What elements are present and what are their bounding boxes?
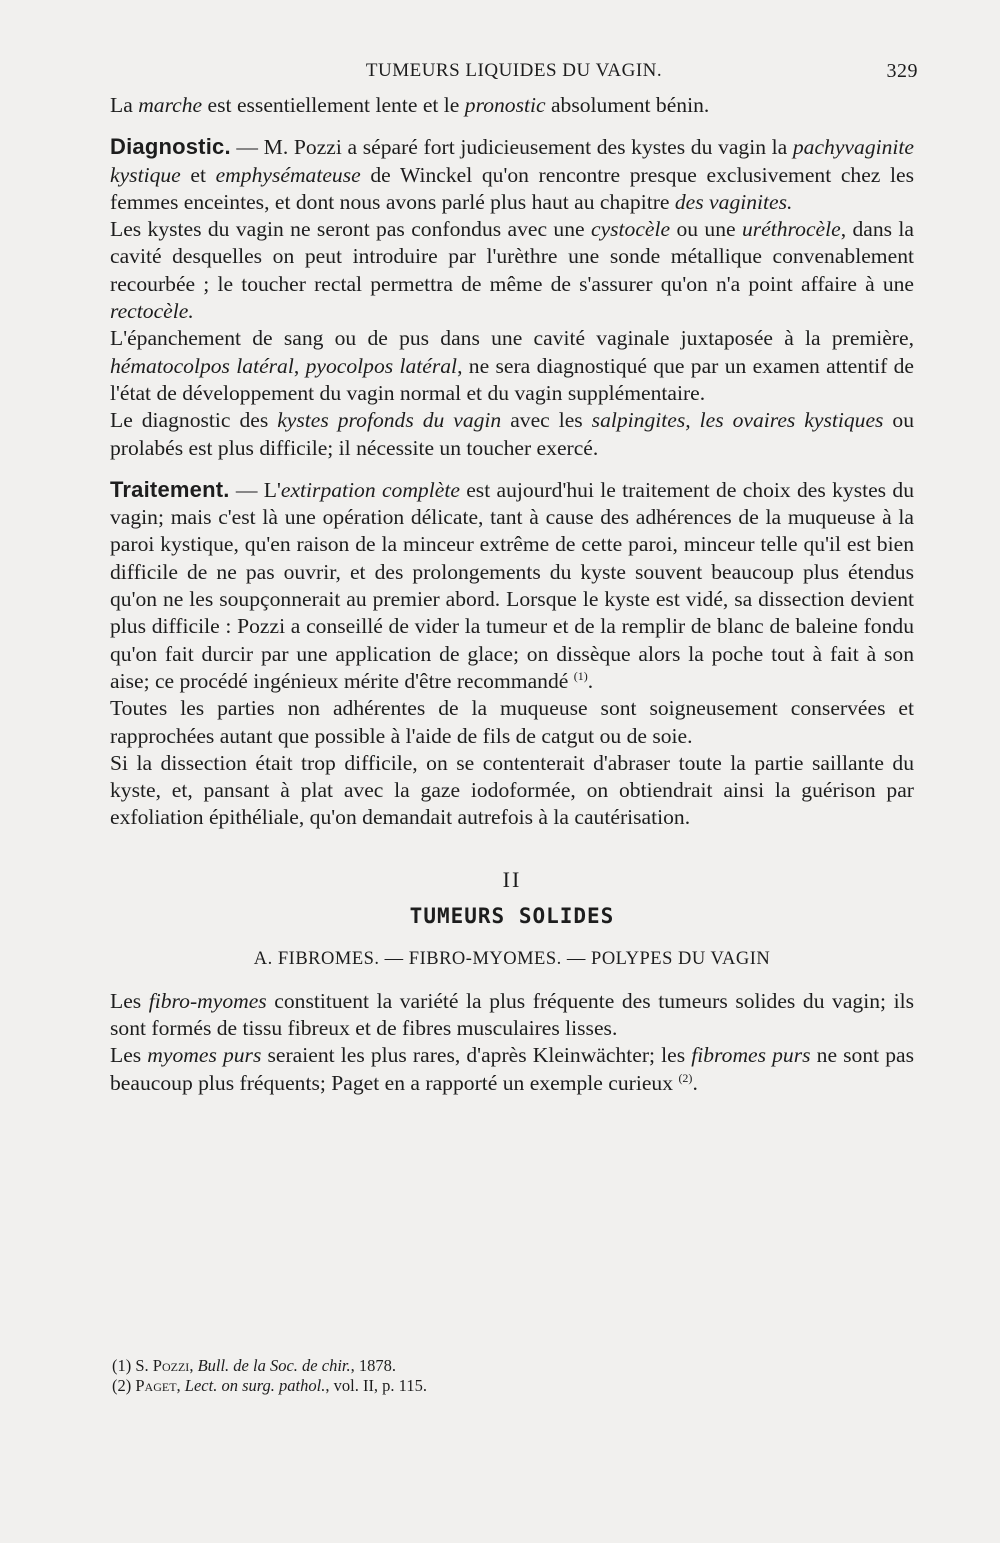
text-run: , — [293, 353, 306, 378]
text-run: ou prolabés est plus difficile; il nécessite un toucher exercé. — [110, 408, 915, 460]
paragraph-marche — [110, 92, 914, 119]
section-number: II — [502, 866, 522, 892]
italic-run: rectocèle. — [110, 299, 194, 324]
italic-run: kystes profonds du vagin — [277, 408, 502, 433]
diagnostic-text — [110, 135, 914, 214]
text-run: ou une — [670, 217, 742, 242]
text-run: (2) — [112, 1376, 136, 1395]
running-title: TUMEURS LIQUIDES DU VAGIN. — [365, 60, 663, 81]
text-run: , — [189, 1356, 198, 1375]
heading-diagnostic: Diagnostic. — [110, 134, 231, 160]
text-run: seraient les plus rares, d'après Kleinwächter; les — [261, 1043, 692, 1068]
paragraph-traitement — [110, 476, 914, 695]
subsection-title: A. FIBROMES. — FIBRO-MYOMES. — POLYPES DU VAGIN — [253, 949, 771, 970]
text-run: (1) — [112, 1356, 136, 1375]
section-title: TUMEURS SOLIDES — [409, 904, 615, 929]
italic-run: marche — [138, 93, 203, 117]
text-run: et — [180, 162, 216, 187]
body-text — [110, 92, 914, 1097]
text-run: — L' — [229, 477, 281, 502]
text-run: — M. Pozzi a séparé fort judicieusement des kystes du vagin la — [230, 135, 793, 160]
italic-run: Lect. on surg. pathol. — [184, 1376, 326, 1395]
text-run: , vol. II, p. 115. — [325, 1376, 427, 1395]
paragraph-dissection: Si la dissection était trop difficile, on se contenterait d'abraser toute la partie saillante du kyste, et, pansant à plat avec la gaze iodoformée, on obtiendrait ainsi la guérison par exfoliation épithéliale, qu'on demandait autrefois à la cautérisation. — [110, 750, 914, 830]
page-number: 329 — [886, 60, 918, 82]
author-name: S. Pozzi — [135, 1356, 190, 1375]
italic-run: cystocèle — [590, 217, 671, 242]
footnote-1 — [112, 1356, 912, 1376]
footnote-ref: (2) — [678, 1070, 693, 1085]
italic-run: uréthrocèle — [741, 217, 841, 242]
footnote-2 — [112, 1376, 912, 1396]
italic-run: pronostic — [464, 93, 546, 117]
text-run: L'épanchement de sang ou de pus dans une cavité vaginale juxtaposée à la première, — [110, 326, 914, 351]
heading-traitement: Traitement. — [110, 476, 230, 502]
text-run: ne sont pas beaucoup plus fréquents; Paget en a rapporté un exemple curieux — [110, 1043, 915, 1095]
italic-run: hématocolpos latéral — [110, 353, 294, 378]
footnote-ref: (1) — [573, 668, 588, 683]
italic-run: Bull. de la Soc. de chir. — [197, 1356, 351, 1375]
text-run: absolument bénin. — [545, 93, 710, 117]
text-run: avec les — [501, 408, 592, 433]
italic-run: salpingites, les ovaires kystiques — [591, 408, 884, 433]
text-run: constituent la variété la plus fréquente des tumeurs solides du vagin; ils sont formés de tissu fibreux et de fibres musculaires lisses. — [110, 988, 914, 1040]
text-run: , — [176, 1376, 185, 1395]
italic-run: fibro-myomes — [148, 988, 267, 1013]
text-run: . — [692, 1070, 698, 1095]
italic-run: emphysémateuse — [215, 162, 361, 187]
text-run: , 1878. — [350, 1356, 396, 1375]
text-run: Les — [110, 988, 149, 1013]
italic-run: fibromes purs — [691, 1043, 811, 1068]
text-run: , dans la cavité desquelles on peut introduire par l'urèthre une sonde métallique convenablement recourbée ; le toucher rectal permettra de même de s'assurer qu'on n'a point affaire à une — [110, 217, 914, 296]
author-name: Paget — [135, 1376, 177, 1395]
paragraph-epanchement — [110, 325, 914, 407]
paragraph-diagnostic — [110, 133, 914, 216]
footnotes — [112, 1356, 912, 1396]
text-run: , ne sera diagnostiqué que par un examen attentif de l'état de développement du vagin normal et du vagin supplémentaire. — [110, 353, 914, 405]
italic-run: pachyvaginite kystique — [110, 135, 914, 187]
italic-run: pyocolpos latéral — [305, 353, 458, 378]
running-header — [110, 60, 918, 86]
paragraph-muqueuse: Toutes les parties non adhérentes de la muqueuse sont soigneusement conservées et rapprochées autant que possible à l'aide de fils de catgut ou de soie. — [110, 696, 914, 748]
paragraph-fibro-myomes — [110, 988, 914, 1043]
paragraph-myomes-purs — [110, 1042, 914, 1097]
italic-run: des vaginites. — [674, 189, 793, 214]
italic-run: extirpation complète — [280, 477, 460, 502]
traitement-text — [110, 478, 914, 693]
text-run: Les kystes du vagin ne seront pas confondus avec une — [110, 217, 591, 242]
text-run: est essentiellement lente et le — [202, 93, 465, 117]
italic-run: myomes purs — [147, 1043, 262, 1068]
text-run: de Winckel qu'on rencontre presque exclusivement chez les femmes enceintes, et dont nous avons parlé plus haut au chapitre — [110, 162, 914, 214]
paragraph-cystocele — [110, 216, 914, 325]
text-run: est aujourd'hui le traitement de choix des kystes du vagin; mais c'est là une opération délicate, tant à cause des adhérences de la muqueuse à la paroi kystique, qu'en raison de la minceur extrême de cette paroi, minceur telle qu'il est bien difficile de ne pas ouvrir, et des prolongements du kyste souvent beaucoup plus étendus qu'on ne les soupçonnerait au premier abord. Lorsque le kyste est vidé, sa dissection devient plus difficile : Pozzi a conseillé de vider la tumeur et de la remplir de blanc de baleine fondu qu'on fait durcir par une application de glace; on dissèque alors la poche tout à fait à son aise; ce procédé ingénieux mérite d'être recommandé — [110, 477, 914, 693]
text-run: Les — [110, 1043, 148, 1068]
text-run: La — [110, 93, 139, 117]
text-run: Le diagnostic des — [110, 408, 278, 433]
paragraph-kystes-profonds — [110, 407, 914, 462]
text-run: . — [587, 668, 594, 693]
